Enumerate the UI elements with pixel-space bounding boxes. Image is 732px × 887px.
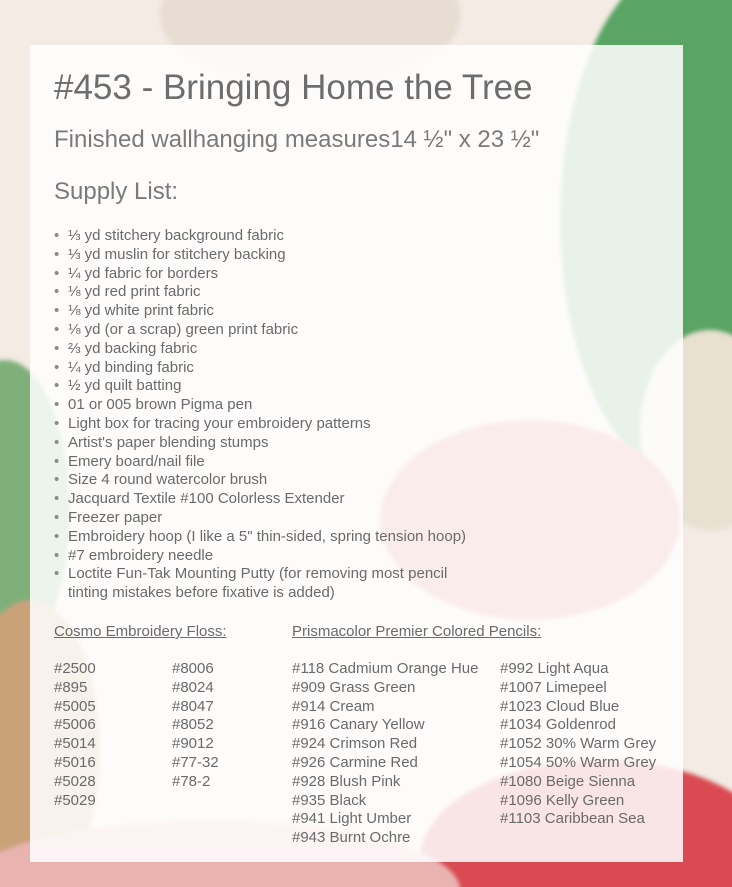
- supply-item: • ⅓ yd stitchery background fabric: [54, 227, 654, 246]
- floss-item: #5028: [54, 772, 96, 790]
- supply-item: • Freezer paper: [54, 509, 654, 528]
- pencils-list-col2: [500, 660, 656, 829]
- pencil-item: #916 Canary Yellow: [292, 716, 425, 734]
- finished-size: Finished wallhanging measures14 ½" x 23 ½": [54, 126, 540, 153]
- floss-item: #8047: [172, 697, 214, 715]
- supply-item: • ⅛ yd (or a scrap) green print fabric: [54, 321, 654, 340]
- pencil-item: #924 Crimson Red: [292, 735, 418, 753]
- pencil-item: #992 Light Aqua: [500, 660, 609, 677]
- pencil-item: #914 Cream: [292, 697, 375, 715]
- pencil-item: #118 Cadmium Orange Hue: [292, 660, 479, 677]
- supply-item: • ¼ yd fabric for borders: [54, 265, 654, 284]
- supply-item: • Artist's paper blending stumps: [54, 434, 654, 453]
- supply-item: • ⅔ yd backing fabric: [54, 340, 654, 359]
- supply-list: [54, 227, 654, 603]
- pencil-item: #941 Light Umber: [292, 810, 412, 828]
- pencil-item: #926 Carmine Red: [292, 753, 418, 771]
- floss-item: #895: [54, 678, 88, 696]
- supply-item: • ½ yd quilt batting: [54, 377, 654, 396]
- floss-item: #2500: [54, 660, 96, 677]
- floss-item: #8052: [172, 716, 214, 734]
- floss-item: #5005: [54, 697, 96, 715]
- pencil-item: #1007 Limepeel: [500, 678, 607, 696]
- pencil-item: #1052 30% Warm Grey: [500, 735, 657, 753]
- supply-item: • Embroidery hoop (I like a 5" thin-sided, spring tension hoop): [54, 528, 654, 547]
- supply-item: • Size 4 round watercolor brush: [54, 471, 654, 490]
- supply-item: • #7 embroidery needle: [54, 547, 654, 566]
- pencil-item: #1034 Goldenrod: [500, 716, 616, 734]
- floss-item: #77-32: [172, 753, 219, 771]
- pencil-item: #1103 Caribbean Sea: [500, 810, 645, 828]
- supply-item: • ⅛ yd red print fabric: [54, 283, 654, 302]
- floss-item: #9012: [172, 735, 214, 753]
- supply-item: • ⅓ yd muslin for stitchery backing: [54, 246, 654, 265]
- supply-item: • 01 or 005 brown Pigma pen: [54, 396, 654, 415]
- floss-item: #78-2: [172, 772, 211, 790]
- floss-item: #5016: [54, 753, 96, 771]
- pencil-item: #935 Black: [292, 791, 367, 809]
- supply-item: • ¼ yd binding fabric: [54, 359, 654, 378]
- supply-item: • Light box for tracing your embroidery patterns: [54, 415, 654, 434]
- floss-heading: Cosmo Embroidery Floss:: [54, 623, 227, 640]
- pencils-heading: Prismacolor Premier Colored Pencils:: [292, 623, 542, 640]
- pencils-list-col1: [292, 660, 479, 848]
- supply-list-heading: Supply List:: [54, 178, 179, 205]
- floss-item: #5014: [54, 735, 96, 753]
- floss-item: #5029: [54, 791, 96, 809]
- supply-item: • Emery board/nail file: [54, 453, 654, 472]
- pencil-item: #1023 Cloud Blue: [500, 697, 620, 715]
- floss-item: #8006: [172, 660, 214, 677]
- pencil-item: #928 Blush Pink: [292, 772, 401, 790]
- floss-list-col2: [172, 660, 219, 792]
- floss-item: #8024: [172, 678, 214, 696]
- supply-item: • Jacquard Textile #100 Colorless Extender: [54, 490, 654, 509]
- pencil-item: #1096 Kelly Green: [500, 791, 625, 809]
- floss-list-col1: [54, 660, 96, 810]
- supply-item: • ⅛ yd white print fabric: [54, 302, 654, 321]
- floss-item: #5006: [54, 716, 96, 734]
- pencil-item: #909 Grass Green: [292, 678, 416, 696]
- pencil-item: #1054 50% Warm Grey: [500, 753, 657, 771]
- supply-item: • Loctite Fun-Tak Mounting Putty (for removing most pencil tinting mistakes before fixative is added): [54, 565, 448, 603]
- pencil-item: #1080 Beige Sienna: [500, 772, 636, 790]
- pencil-item: #943 Burnt Ochre: [292, 829, 411, 847]
- page-title: #453 - Bringing Home the Tree: [54, 68, 533, 107]
